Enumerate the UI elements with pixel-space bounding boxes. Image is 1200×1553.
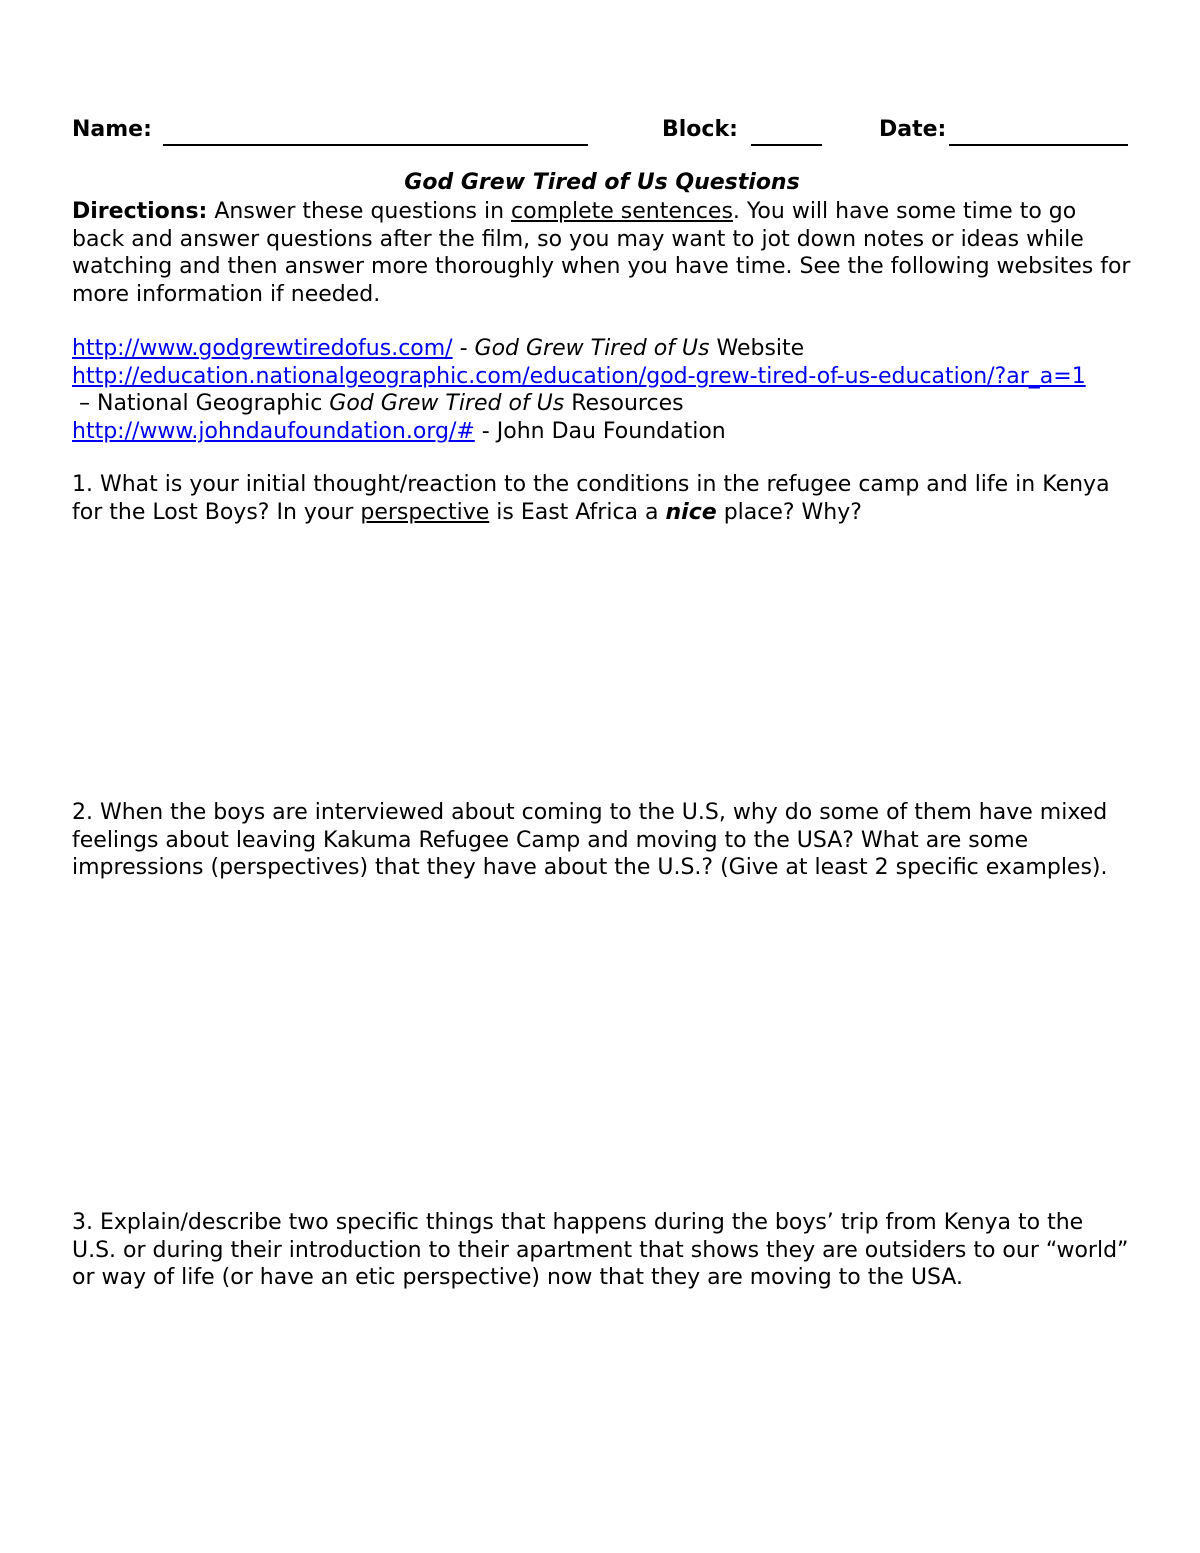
- block-blank-line: [751, 144, 822, 146]
- link-separator: -: [452, 336, 475, 361]
- date-blank-line: [949, 144, 1128, 146]
- q1-underlined: perspective: [360, 499, 490, 525]
- godgrewtiredofus-link[interactable]: http://www.godgrewtiredofus.com/: [72, 336, 453, 361]
- johndau-link[interactable]: http://www.johndaufoundation.org/#: [72, 418, 475, 444]
- directions-text-after: . You will have some time to go back and answer questions after the film, so you may want to jot down notes or ideas while watching and then answer more thoroughly when you have time. See the following websites for more information if needed.: [72, 199, 1131, 307]
- link-separator: -: [474, 418, 497, 444]
- q1-emphasis: nice: [665, 499, 717, 525]
- resource-link-item: [72, 418, 1132, 446]
- link-separator: – National Geographic: [72, 391, 330, 416]
- name-blank-line: [163, 144, 588, 146]
- link-title: God Grew Tired of Us: [329, 391, 565, 416]
- q1-part1: 1. What is your initial thought/reaction to the conditions in the refugee camp and life in Kenya for the Lost Boys? In your: [72, 472, 1110, 525]
- link-suffix: Resources: [564, 391, 684, 416]
- directions-paragraph: [72, 198, 1132, 308]
- resource-links: [72, 335, 1132, 445]
- directions-label: Directions:: [72, 199, 208, 224]
- date-label: Date:: [879, 117, 947, 142]
- name-label: Name:: [72, 117, 152, 142]
- question-3: 3. Explain/describe two specific things that happens during the boys’ trip from Kenya to the U.S. or during their introduction to their apartment that shows they are outsiders to our “world” or way of life (or have an etic perspective) now that they are moving to the USA.: [72, 1210, 1129, 1290]
- question-1: [72, 471, 1132, 526]
- natgeo-link[interactable]: http://education.nationalgeographic.com/education/god-grew-tired-of-us-education/?ar_a=1: [72, 363, 1086, 389]
- page-title: God Grew Tired of Us Questions: [404, 170, 800, 195]
- header-row: [72, 114, 1132, 148]
- directions-underlined: complete sentences: [511, 199, 733, 224]
- question-2: 2. When the boys are interviewed about coming to the U.S, why do some of them have mixed feelings about leaving Kakuma Refugee Camp and moving to the USA? What are some impressions (perspectives) that they have about the U.S.? (Give at least 2 specific examples).: [72, 800, 1108, 880]
- link-title: God Grew Tired of Us: [474, 336, 710, 361]
- link-suffix: John Dau Foundation: [496, 418, 726, 444]
- resource-link-item: [72, 363, 1132, 418]
- q1-part3: place? Why?: [723, 499, 862, 525]
- resource-link-item: [72, 335, 1132, 363]
- block-label: Block:: [662, 117, 738, 142]
- q1-part2: is East Africa a: [496, 499, 659, 525]
- directions-text-before: Answer these questions in: [214, 199, 505, 224]
- link-suffix: Website: [709, 336, 805, 361]
